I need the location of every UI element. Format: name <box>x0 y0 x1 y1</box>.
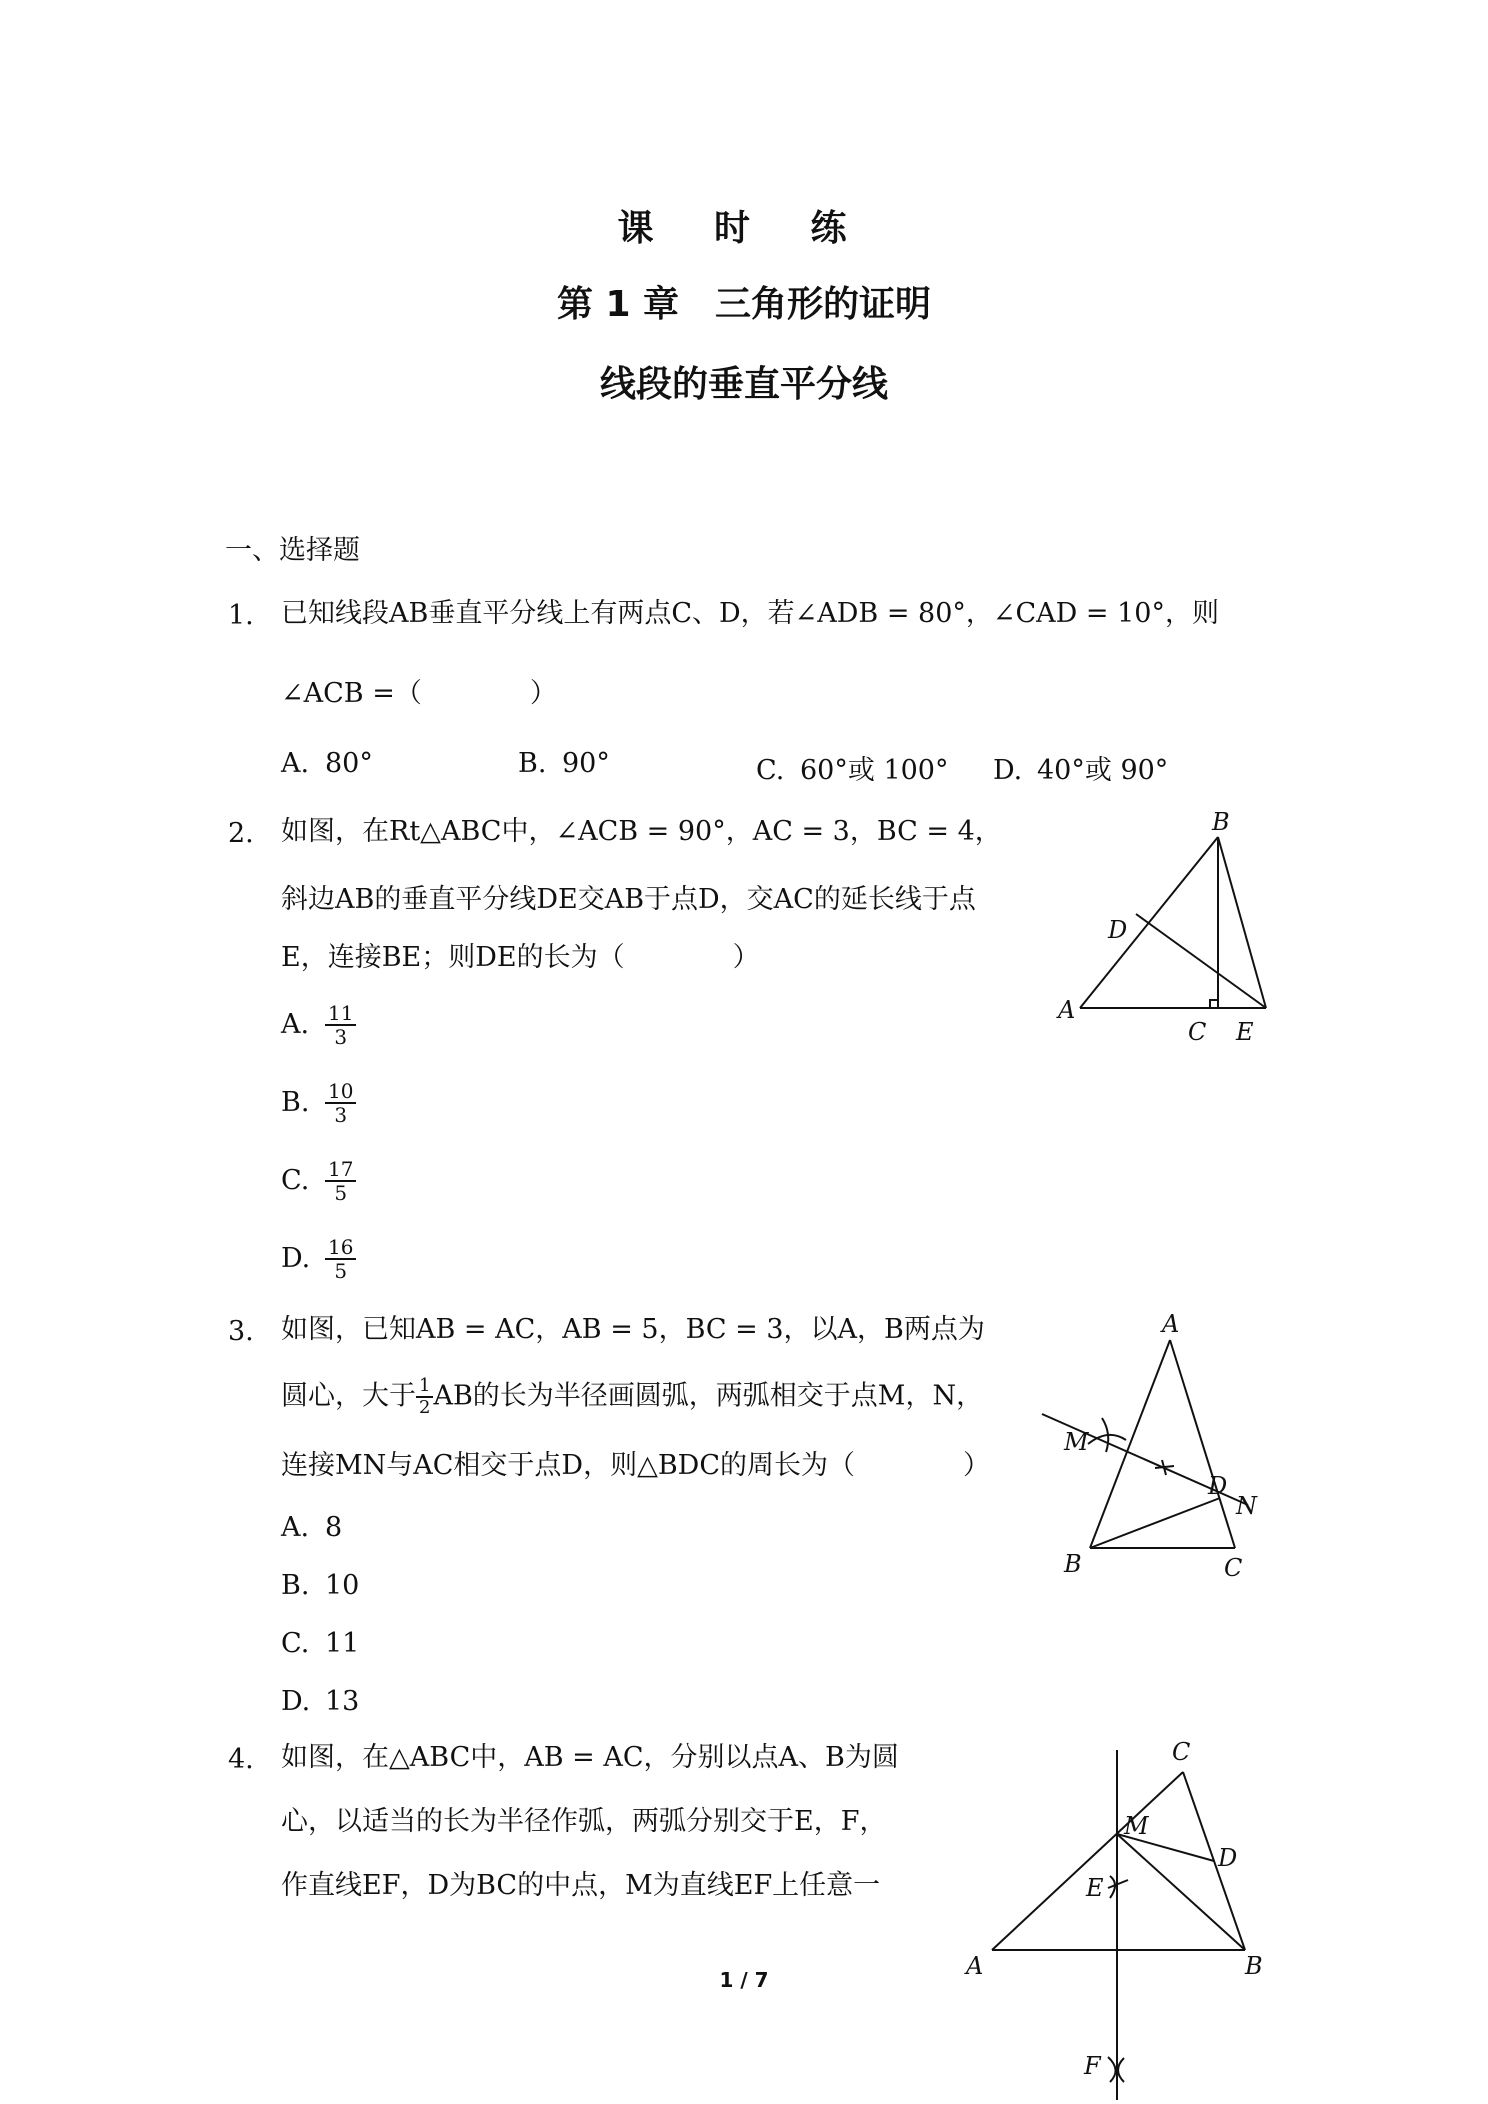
question-4-line-3: 作直线EF，D为BC的中点，M为直线EF上任意一 <box>281 1870 881 1901</box>
arc-f <box>1108 2057 1116 2082</box>
question-4-number: 4. <box>228 1744 254 1775</box>
question-3-option-b: B. 10 <box>281 1570 360 1601</box>
segment-ab <box>1090 1340 1170 1548</box>
lesson-title: 线段的垂直平分线 <box>599 364 888 405</box>
question-2-line-2: 斜边AB的垂直平分线DE交AB于点D，交AC的延长线于点 <box>281 884 976 915</box>
arc-n-mark-2 <box>1155 1466 1174 1468</box>
question-1-option-b: B. 90° <box>518 748 610 779</box>
question-3-option-d: D. 13 <box>281 1686 360 1717</box>
label-a: A <box>1162 1310 1180 1338</box>
question-2-figure <box>1040 800 1280 1050</box>
question-4-figure <box>960 1730 1280 2104</box>
question-2-line-1: 如图，在Rt△ABC中，∠ACB = 90°，AC = 3，BC = 4， <box>281 816 1002 847</box>
question-2-line-3: E，连接BE；则DE的长为（ ） <box>281 942 760 973</box>
label-m: M <box>1064 1428 1089 1456</box>
label-b: B <box>1212 808 1230 836</box>
chapter-title: 第 1 章 三角形的证明 <box>556 284 932 325</box>
right-angle-mark <box>1210 1000 1218 1008</box>
label-n: N <box>1236 1492 1257 1520</box>
section-heading: 一、选择题 <box>225 535 360 566</box>
page-number: 1 / 7 <box>719 1968 769 1992</box>
label-d: D <box>1218 1844 1238 1872</box>
question-3-number: 3. <box>228 1316 254 1347</box>
label-e: E <box>1086 1874 1104 1902</box>
question-3-line-3: 连接MN与AC相交于点D，则△BDC的周长为（ ） <box>281 1450 990 1481</box>
question-2-option-c: C. $\frac{17}{5}$ <box>281 1158 356 1204</box>
page-title: 课 时 练 <box>617 208 871 249</box>
label-b: B <box>1064 1550 1082 1578</box>
label-c: C <box>1172 1738 1191 1766</box>
question-1-line-1: 已知线段AB垂直平分线上有两点C、D，若∠ADB = 80°，∠CAD = 10°，则 <box>281 598 1219 629</box>
question-3-figure <box>1040 1300 1280 1580</box>
question-2-number: 2. <box>228 818 254 849</box>
question-3-option-c: C. 11 <box>281 1628 360 1659</box>
segment-bd <box>1090 1498 1220 1548</box>
question-2-option-a: A. $\frac{11}{3}$ <box>281 1002 356 1048</box>
question-3-option-a: A. 8 <box>281 1512 343 1543</box>
question-1-option-c: C. 60°或 100° <box>756 755 949 786</box>
segment-de <box>1136 914 1266 1008</box>
segment-ac <box>992 1772 1183 1950</box>
label-f: F <box>1084 2052 1101 2080</box>
question-4-line-1: 如图，在△ABC中，AB = AC，分别以点A、B为圆 <box>281 1742 899 1773</box>
question-4-line-2: 心，以适当的长为半径作弧，两弧分别交于E，F， <box>281 1806 887 1837</box>
question-3-line-2: 圆心，大于 $\frac{1}{2}$ AB的长为半径画圆弧，两弧相交于点M，N， <box>281 1375 984 1418</box>
label-d: D <box>1208 1472 1228 1500</box>
arc-f-2 <box>1118 2058 1124 2082</box>
question-3-line-1: 如图，已知AB = AC，AB = 5，BC = 3，以A，B两点为 <box>281 1314 985 1345</box>
question-1-line-2: ∠ACB =（ ） <box>281 678 557 709</box>
label-b: B <box>1245 1952 1263 1980</box>
question-1-option-d: D. 40°或 90° <box>993 755 1169 786</box>
label-c: C <box>1188 1018 1207 1046</box>
label-a: A <box>966 1952 984 1980</box>
label-c: C <box>1224 1554 1243 1580</box>
label-m: M <box>1124 1812 1149 1840</box>
question-2-option-d: D. $\frac{16}{5}$ <box>281 1236 356 1282</box>
label-a: A <box>1058 996 1076 1024</box>
question-2-option-b: B. $\frac{10}{3}$ <box>281 1080 356 1126</box>
segment-be <box>1218 837 1266 1008</box>
label-e: E <box>1236 1018 1254 1046</box>
label-d: D <box>1108 916 1128 944</box>
segment-ac <box>1170 1340 1235 1548</box>
question-1-option-a: A. 80° <box>281 748 373 779</box>
question-1-number: 1. <box>228 600 254 631</box>
